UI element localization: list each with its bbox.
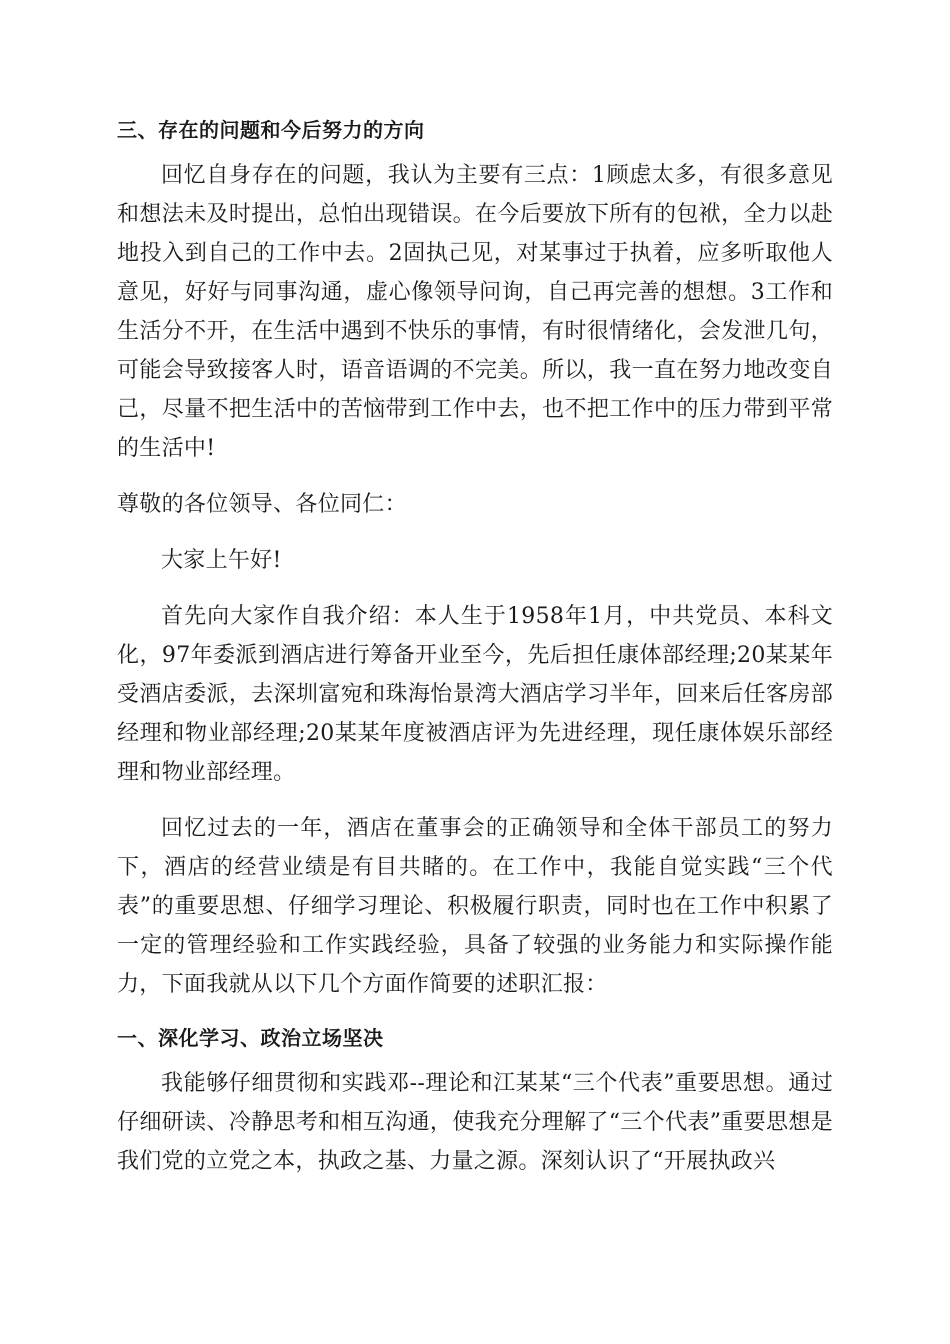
section-heading-problems: 三、存在的问题和今后努力的方向 [117, 118, 425, 142]
salutation: 尊敬的各位领导、各位同仁： [117, 492, 407, 517]
greeting: 大家上午好! [161, 548, 282, 573]
paragraph-self-introduction: 首先向大家作自我介绍：本人生于1958年1月，中共党员、本科文化，97年委派到酒店进行筹备开业至今，先后担任康体部经理;20某某年受酒店委派，去深圳富宛和珠海怡景湾大酒店学习半年，回来后任客房部经理和物业部经理;20某某年度被酒店评为先进经理，现任康体娱乐部经理和物业部经理。 [117, 604, 833, 785]
paragraph-study: 我能够仔细贯彻和实践邓--理论和江某某“三个代表”重要思想。通过仔细研读、冷静思考和相互沟通，使我充分理解了“三个代表”重要思想是我们党的立党之本，执政之基、力量之源。深刻认识了“开展执政兴 [117, 1071, 833, 1174]
section-heading-study: 一、深化学习、政治立场坚决 [117, 1026, 384, 1050]
document-page [117, 112, 833, 1198]
paragraph-problems: 回忆自身存在的问题，我认为主要有三点：1顾虑太多，有很多意见和想法未及时提出，总怕出现错误。在今后要放下所有的包袱，全力以赴地投入到自己的工作中去。2固执己见，对某事过于执着，应多听取他人意见，好好与同事沟通，虚心像领导问询，自己再完善的想想。3工作和生活分不开，在生活中遇到不快乐的事情，有时很情绪化，会发泄几句，可能会导致接客人时，语音语调的不完美。所以，我一直在努力地改变自己，尽量不把生活中的苦恼带到工作中去，也不把工作中的压力带到平常的生活中! [117, 163, 833, 461]
paragraph-year-review: 回忆过去的一年，酒店在董事会的正确领导和全体干部员工的努力下，酒店的经营业绩是有目共睹的。在工作中，我能自觉实践“三个代表”的重要思想、仔细学习理论、积极履行职责，同时也在工作中积累了一定的管理经验和工作实践经验，具备了较强的业务能力和实际操作能力，下面我就从以下几个方面作简要的述职汇报： [117, 816, 833, 997]
